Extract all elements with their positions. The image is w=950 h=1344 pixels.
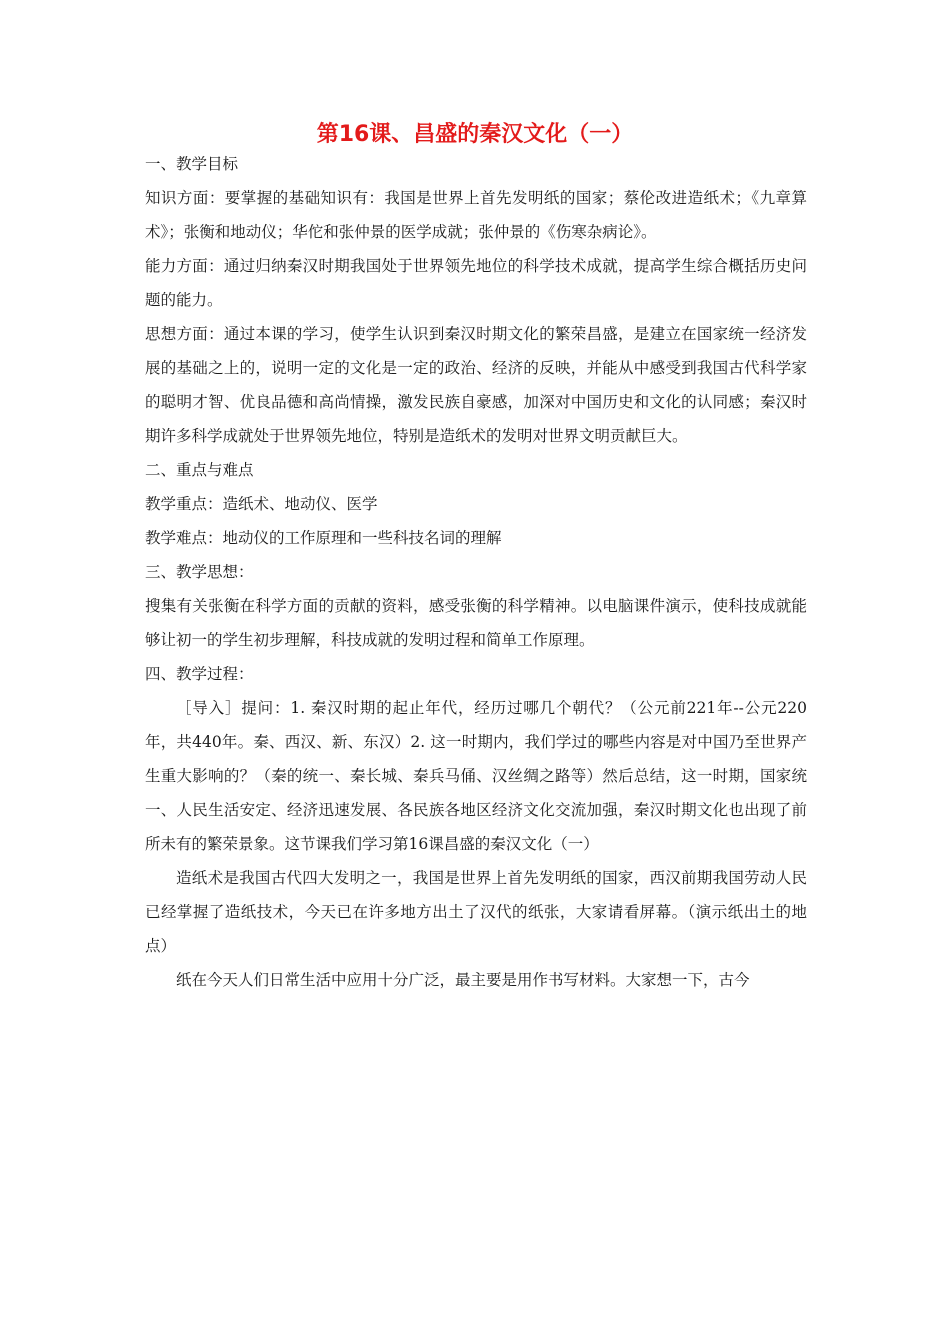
section-heading-objectives: 一、教学目标 bbox=[145, 155, 239, 173]
document-body bbox=[145, 147, 807, 997]
paragraph-teaching-idea: 搜集有关张衡在科学方面的贡献的资料，感受张衡的科学精神。以电脑课件演示，使科技成就能够让初一的学生初步理解，科技成就的发明过程和简单工作原理。 bbox=[145, 597, 807, 649]
section-heading-teaching-idea: 三、教学思想： bbox=[145, 563, 254, 581]
paragraph-ability: 能力方面：通过归纳秦汉时期我国处于世界领先地位的科学技术成就，提高学生综合概括历史问题的能力。 bbox=[145, 257, 807, 309]
section-heading-process: 四、教学过程： bbox=[145, 665, 254, 683]
section-heading-key-points: 二、重点与难点 bbox=[145, 461, 254, 479]
paragraph-key-point: 教学重点：造纸术、地动仪、医学 bbox=[145, 495, 378, 513]
paragraph-introduction: ［导入］提问：1. 秦汉时期的起止年代，经历过哪几个朝代？（公元前221年--公元220年，共440年。秦、西汉、新、东汉）2. 这一时期内，我们学过的哪些内容是对中国乃至世界产生重大影响的？（秦的统一、秦长城、秦兵马俑、汉丝绸之路等）然后总结，这一时期，国家统一、人民生活安定、经济迅速发展、各民族各地区经济文化交流加强，秦汉时期文化也出现了前所未有的繁荣景象。这节课我们学习第16课昌盛的秦汉文化（一） bbox=[145, 699, 807, 853]
lesson-title: 第16课、昌盛的秦汉文化（一） bbox=[316, 122, 634, 147]
paragraph-thought: 思想方面：通过本课的学习，使学生认识到秦汉时期文化的繁荣昌盛，是建立在国家统一经济发展的基础之上的，说明一定的文化是一定的政治、经济的反映，并能从中感受到我国古代科学家的聪明才智、优良品德和高尚情操，激发民族自豪感，加深对中国历史和文化的认同感；秦汉时期许多科学成就处于世界领先地位，特别是造纸术的发明对世界文明贡献巨大。 bbox=[145, 325, 807, 445]
paragraph-knowledge: 知识方面：要掌握的基础知识有：我国是世界上首先发明纸的国家；蔡伦改进造纸术；《九章算术》；张衡和地动仪；华佗和张仲景的医学成就；张仲景的《伤寒杂病论》。 bbox=[145, 189, 807, 241]
paragraph-paper-usage: 纸在今天人们日常生活中应用十分广泛，最主要是用作书写材料。大家想一下，古今 bbox=[176, 971, 750, 989]
paragraph-papermaking: 造纸术是我国古代四大发明之一，我国是世界上首先发明纸的国家，西汉前期我国劳动人民已经掌握了造纸技术，今天已在许多地方出土了汉代的纸张，大家请看屏幕。（演示纸出土的地点） bbox=[145, 869, 807, 955]
paragraph-difficulty: 教学难点：地动仪的工作原理和一些科技名词的理解 bbox=[145, 529, 502, 547]
